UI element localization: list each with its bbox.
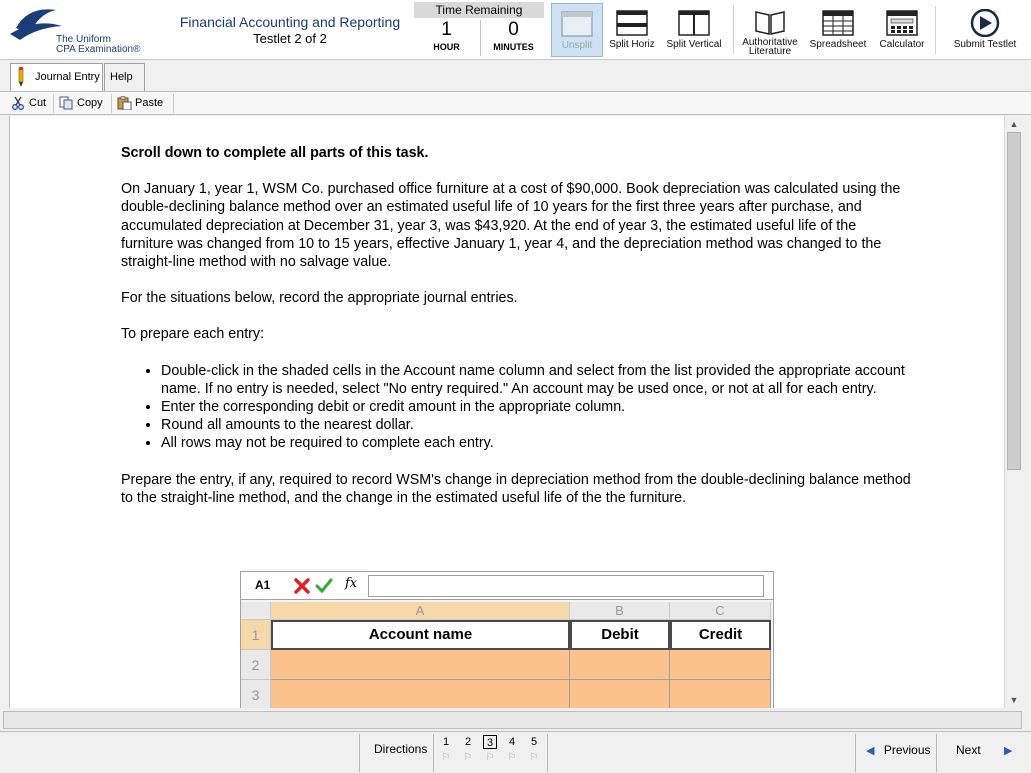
page-5-button[interactable] (524, 735, 544, 763)
pencil-icon (15, 66, 27, 88)
timer-label: Time Remaining (414, 2, 544, 18)
split-vertical-button[interactable] (662, 3, 726, 57)
unsplit-icon (560, 10, 594, 38)
scissors-icon (11, 96, 25, 110)
previous-label: Previous (883, 743, 931, 757)
page-number: 1 (442, 736, 450, 748)
row-header-3[interactable]: 3 (241, 680, 271, 708)
header-bar (0, 0, 1031, 60)
column-header-a[interactable]: A (271, 602, 570, 620)
scroll-down-icon[interactable]: ▼ (1009, 695, 1019, 705)
timer-minutes (481, 18, 546, 58)
paste-label: Paste (135, 97, 164, 109)
scenario-paragraph: On January 1, year 1, WSM Co. purchased office furniture at a cost of $90,000. Book depreciation was calculated using the double-declining balance method over an estimated useful life of 10 years for the first three years after purchase, and accumulated depreciation at December 31, year 3, was $43,920. At the end of year 3, the estimated useful life of the furniture was changed from 10 to 15 years, effective January 1, year 4, and the depreciation method was changed to the straight-line method with no salvage value. (121, 181, 901, 271)
calculator-button[interactable] (873, 3, 931, 57)
confirm-check-icon[interactable] (315, 577, 333, 595)
column-header-c[interactable]: C (670, 602, 771, 620)
auth-lit-label-1: Authoritative (742, 37, 798, 48)
submit-arrow-icon (968, 9, 1002, 37)
previous-button[interactable] (866, 743, 931, 757)
exam-title: Financial Accounting and Reporting (179, 14, 401, 30)
debit-cell[interactable] (570, 650, 670, 680)
copy-label: Copy (77, 97, 103, 109)
edit-divider (111, 94, 112, 113)
list-item: • All rows may not be required to complete each entry. (161, 434, 911, 452)
timer-hours (414, 18, 479, 58)
page-number: 5 (530, 736, 538, 748)
list-item: • Round all amounts to the nearest dollar. (161, 416, 911, 434)
horizontal-bar (3, 711, 1022, 729)
aicpa-logo (6, 4, 166, 58)
calculator-label: Calculator (879, 39, 925, 50)
select-all-corner[interactable] (241, 602, 271, 620)
logo-line2: CPA Examination® (56, 44, 141, 55)
entry-question: Prepare the entry, if any, required to record WSM's change in depreciation method from the double-declining balance method to the straight-line method, and the change in the estimated useful life of the the furniture. (121, 471, 911, 506)
book-icon (753, 8, 787, 36)
tab-help[interactable] (104, 63, 145, 91)
account-name-header[interactable]: Account name (271, 620, 570, 650)
auth-lit-label-2: Literature (748, 46, 792, 57)
authoritative-literature-button[interactable] (740, 3, 800, 57)
flag-icon: ⚐ (507, 752, 517, 763)
time-remaining (414, 2, 546, 58)
footer-divider (936, 734, 937, 772)
formula-bar (241, 572, 773, 600)
hours-label: HOUR (433, 42, 460, 52)
journal-spreadsheet (240, 571, 774, 708)
column-header-b[interactable]: B (570, 602, 670, 620)
paste-icon (117, 96, 132, 110)
next-label: Next (956, 743, 981, 757)
edit-divider (53, 94, 54, 113)
footer-divider (359, 734, 360, 772)
tab-journal-entry-label: Journal Entry (35, 71, 100, 83)
minutes-value: 0 (508, 19, 519, 40)
scroll-up-icon[interactable]: ▲ (1009, 119, 1019, 129)
minutes-label: MINUTES (493, 42, 534, 52)
cell-reference: A1 (255, 578, 271, 592)
task-content-pane (9, 116, 1004, 708)
credit-cell[interactable] (670, 680, 771, 708)
unsplit-button[interactable] (551, 3, 603, 57)
submit-testlet-button[interactable] (945, 3, 1025, 57)
page-3-button[interactable] (480, 735, 500, 763)
paste-button[interactable] (115, 94, 171, 113)
scrollbar-thumb[interactable] (1007, 132, 1021, 470)
cut-label: Cut (29, 97, 47, 109)
tab-help-label: Help (110, 71, 133, 83)
previous-arrow-icon: ◀ (866, 745, 875, 757)
split-horiz-button[interactable] (606, 3, 658, 57)
page-number: 4 (508, 736, 516, 748)
list-item: • Enter the corresponding debit or credit amount in the appropriate column. (161, 398, 911, 416)
tab-strip (0, 61, 1031, 91)
edit-toolbar (0, 91, 1031, 115)
flag-icon: ⚐ (485, 752, 495, 763)
logo-line1: The Uniform (56, 34, 112, 45)
copy-button[interactable] (57, 94, 109, 113)
fx-icon: fx (345, 576, 358, 591)
spreadsheet-icon (821, 9, 855, 37)
split-horizontal-icon (615, 9, 649, 37)
toolbar-divider (935, 6, 936, 54)
directions-button[interactable]: Directions (374, 742, 428, 756)
credit-header[interactable]: Credit (670, 620, 771, 650)
prepare-paragraph: To prepare each entry: (121, 326, 265, 343)
flag-icon: ⚐ (529, 752, 539, 763)
next-button[interactable] (956, 743, 1013, 757)
copy-icon (59, 96, 74, 110)
spreadsheet-button[interactable] (806, 3, 870, 57)
edit-divider (173, 94, 174, 113)
flag-icon: ⚐ (463, 752, 473, 763)
testlet-indicator: Testlet 2 of 2 (253, 31, 327, 46)
flag-icon: ⚐ (441, 752, 451, 763)
hours-value: 1 (441, 19, 452, 40)
calculator-icon (885, 9, 919, 37)
page-4-button[interactable] (502, 735, 522, 763)
instruction-list (161, 362, 911, 453)
instruction-paragraph: For the situations below, record the appropriate journal entries. (121, 290, 518, 307)
spreadsheet-label: Spreadsheet (809, 39, 867, 50)
formula-input[interactable] (368, 575, 764, 597)
debit-header[interactable]: Debit (570, 620, 670, 650)
account-name-cell[interactable] (271, 650, 570, 680)
next-arrow-icon: ▶ (1004, 745, 1013, 757)
account-name-cell[interactable] (271, 680, 570, 708)
row-header-1[interactable]: 1 (241, 620, 271, 650)
unsplit-label: Unsplit (561, 40, 593, 51)
footer-divider (547, 734, 548, 772)
task-heading: Scroll down to complete all parts of this task. (121, 145, 429, 161)
toolbar-divider (733, 6, 734, 54)
cut-button[interactable] (9, 94, 51, 113)
list-item: • Double-click in the shaded cells in the Account name column and select from the list provided the appropriate account name. If no entry is needed, select "No entry required." An account may be used once, or not at all for each entry. (161, 362, 911, 398)
submit-testlet-label: Submit Testlet (953, 39, 1017, 50)
cancel-x-icon[interactable] (293, 577, 311, 595)
split-vertical-label: Split Vertical (666, 39, 722, 50)
vertical-scrollbar[interactable] (1004, 116, 1022, 708)
page-number: 2 (464, 736, 472, 748)
footer-divider (433, 734, 434, 772)
debit-cell[interactable] (570, 680, 670, 708)
row-header-2[interactable]: 2 (241, 650, 271, 680)
page-number-current: 3 (483, 735, 497, 749)
task-text (121, 144, 911, 507)
split-vertical-icon (677, 9, 711, 37)
page-2-button[interactable] (458, 735, 478, 763)
split-horiz-label: Split Horiz (609, 39, 655, 50)
footer-divider (855, 734, 856, 772)
page-1-button[interactable] (436, 735, 456, 763)
footer-nav (0, 731, 1031, 773)
credit-cell[interactable] (670, 650, 771, 680)
tab-journal-entry[interactable] (10, 63, 103, 91)
